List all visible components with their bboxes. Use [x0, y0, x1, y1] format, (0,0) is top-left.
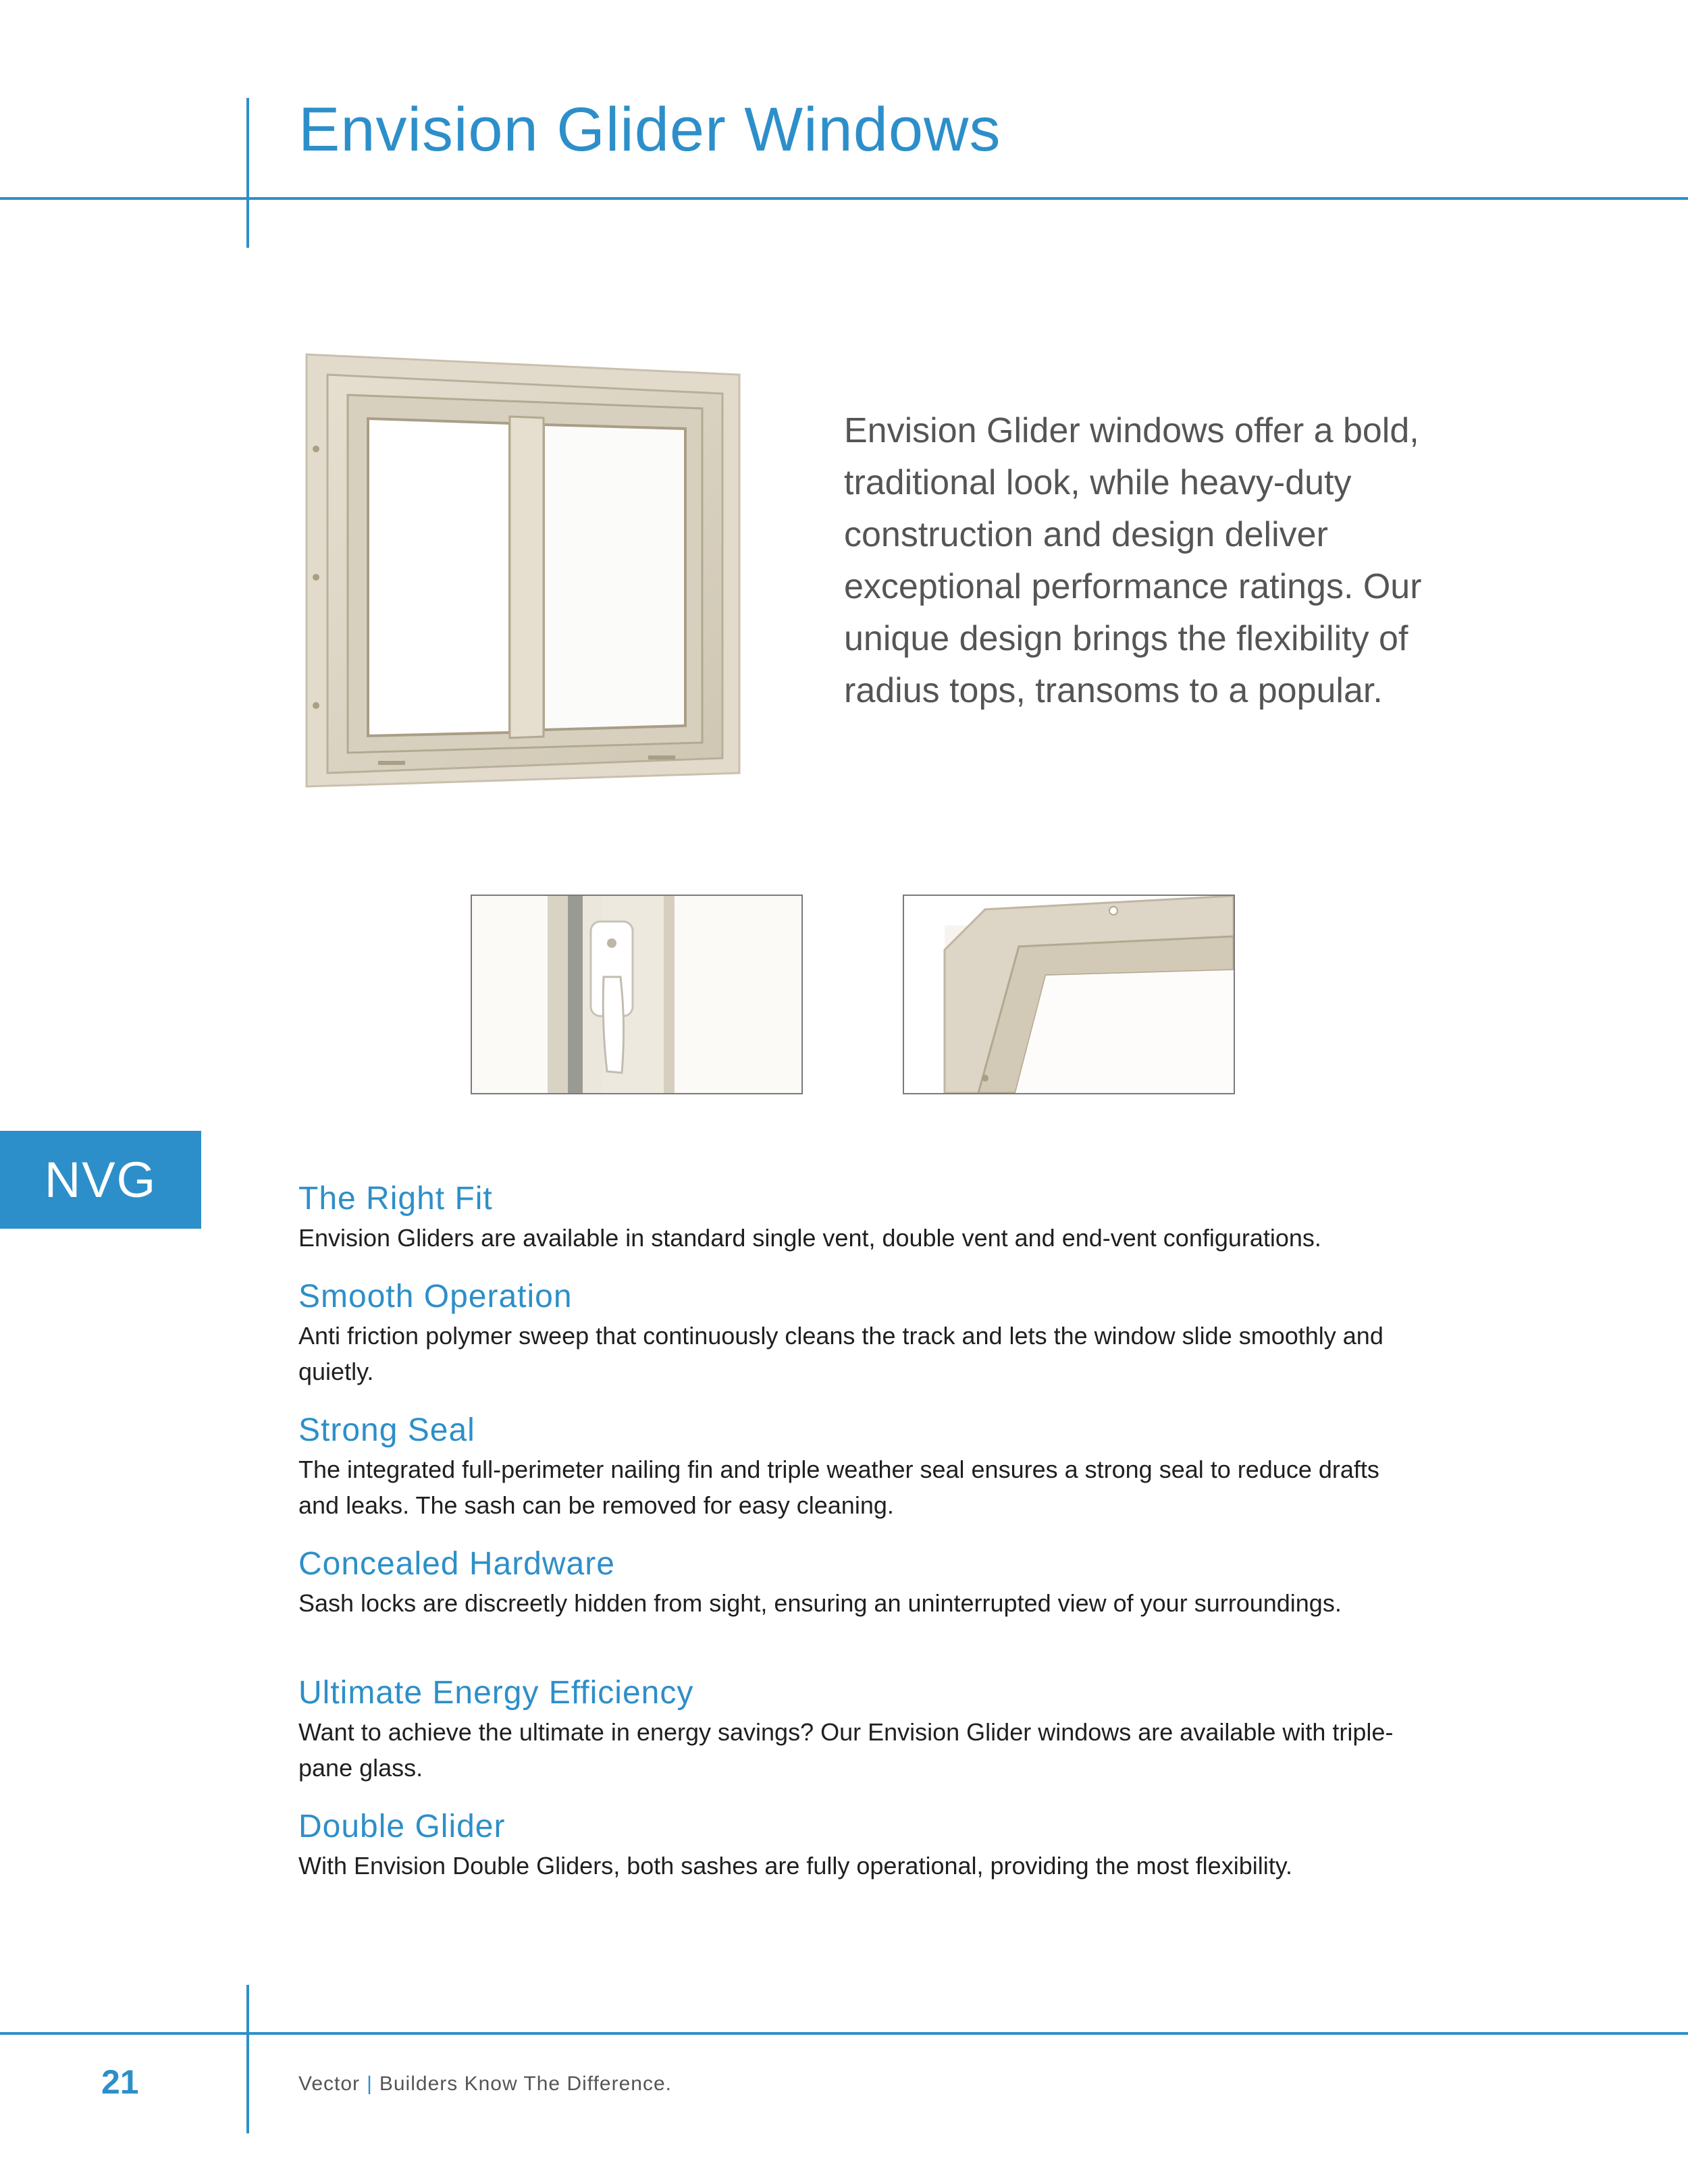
feature-heading: Double Glider: [298, 1809, 506, 1844]
feature-body: Want to achieve the ultimate in energy savings? Our Envision Glider windows are available with triple-pane glass.: [298, 1718, 1394, 1782]
feature-item: [298, 1543, 1446, 1621]
page-title: Envision Glider Windows: [298, 95, 1001, 164]
feature-heading: The Right Fit: [298, 1181, 493, 1217]
feature-item: [298, 1806, 1446, 1884]
feature-body: Anti friction polymer sweep that continuously cleans the track and lets the window slide smoothly and quietly.: [298, 1322, 1383, 1385]
feature-heading: Smooth Operation: [298, 1279, 573, 1314]
feature-item: [298, 1672, 1446, 1786]
footer-slogan: Builders Know The Difference.: [379, 2073, 672, 2095]
footer-rule: [0, 2032, 1688, 2035]
product-code-tab: NVG: [0, 1131, 201, 1229]
frame-corner-detail-image: [903, 895, 1235, 1094]
feature-item: [298, 1276, 1446, 1389]
footer-separator: |: [367, 2073, 373, 2095]
glider-window-image: [297, 307, 756, 841]
footer-tagline: [298, 2073, 672, 2096]
feature-heading: Strong Seal: [298, 1412, 475, 1448]
header-rule: [0, 197, 1688, 200]
sash-lock-detail-image: [471, 895, 803, 1094]
footer-vertical-rule: [246, 1985, 249, 2133]
feature-body: With Envision Double Gliders, both sashes are fully operational, providing the most flexibility.: [298, 1852, 1293, 1880]
feature-item: [298, 1410, 1446, 1523]
feature-body: Sash locks are discreetly hidden from sight, ensuring an uninterrupted view of your surroundings.: [298, 1589, 1342, 1617]
page-number: 21: [101, 2063, 139, 2101]
intro-paragraph: Envision Glider windows offer a bold, traditional look, while heavy-duty construction and design deliver exceptional performance ratings. Our unique design brings the flexibility of radius tops, transoms to a popular.: [844, 411, 1422, 710]
features-list: [298, 1178, 1446, 1884]
feature-body: Envision Gliders are available in standard single vent, double vent and end-vent configurations.: [298, 1224, 1321, 1252]
feature-heading: Concealed Hardware: [298, 1546, 615, 1582]
header-vertical-rule: [246, 98, 249, 248]
feature-heading: Ultimate Energy Efficiency: [298, 1675, 694, 1711]
footer-brand: Vector: [298, 2073, 361, 2095]
feature-body: The integrated full-perimeter nailing fin and triple weather seal ensures a strong seal to reduce drafts and leaks. The sash can be removed for easy cleaning.: [298, 1456, 1379, 1519]
feature-item: [298, 1178, 1446, 1256]
